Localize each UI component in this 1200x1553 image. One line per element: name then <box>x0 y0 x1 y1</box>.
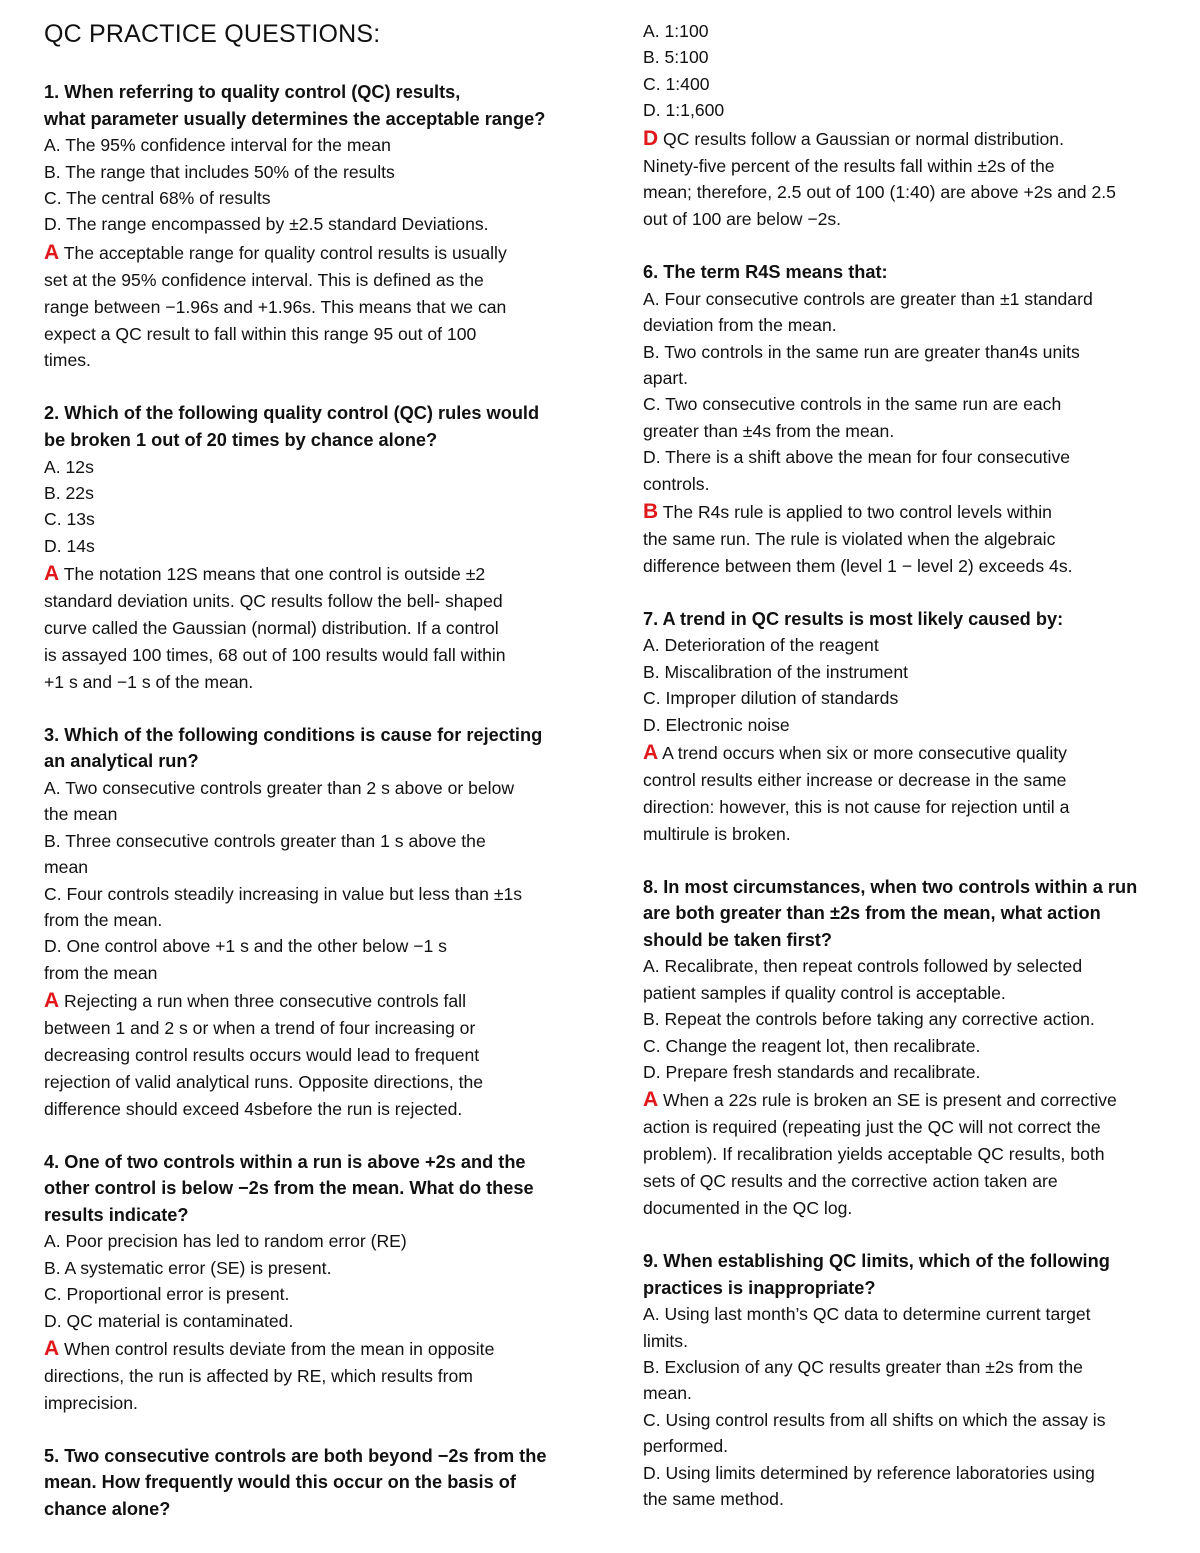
option-item: A. Using last month’s QC data to determine current target <box>643 1304 1091 1325</box>
question-text: be broken 1 out of 20 times by chance alone? <box>44 429 438 450</box>
question-block <box>44 400 584 695</box>
answer-explanation <box>643 1087 1183 1222</box>
question-block <box>643 606 1183 848</box>
answer-line <box>643 1168 1183 1195</box>
option-item: B. Repeat the controls before taking any corrective action. <box>643 1009 1095 1030</box>
option-item: C. Four controls steadily increasing in value but less than ±1s <box>44 883 523 904</box>
option-item: D. There is a shift above the mean for four consecutive <box>643 447 1071 468</box>
option-item: D. The range encompassed by ±2.5 standard Deviations. <box>44 214 489 235</box>
answer-line <box>44 294 584 321</box>
answer-text: difference should exceed 4sbefore the run is rejected. <box>44 1098 463 1119</box>
answer-line <box>643 153 1183 180</box>
option-item: A. The 95% confidence interval for the mean <box>44 135 391 156</box>
answer-line <box>643 1141 1183 1168</box>
question-block <box>643 259 1183 580</box>
answer-text: expect a QC result to fall within this range 95 out of 100 <box>44 323 477 344</box>
answer-text: The acceptable range for quality control results is usually <box>59 242 507 263</box>
answer-text: range between −1.96s and +1.96s. This means that we can <box>44 296 507 317</box>
answer-letter: A <box>44 989 60 1013</box>
answer-explanation <box>643 126 1183 234</box>
answer-line <box>44 347 584 374</box>
option-item: C. 1:400 <box>643 73 710 94</box>
option-item: D. Using limits determined by reference laboratories using <box>643 1462 1095 1483</box>
option-item: A. Recalibrate, then repeat controls followed by selected <box>643 956 1083 977</box>
answer-line <box>44 1042 584 1069</box>
answer-line <box>44 1390 584 1417</box>
option-item: C. 13s <box>44 509 95 530</box>
option-item: D. One control above +1 s and the other below −1 s <box>44 936 447 957</box>
option-item: D. 1:1,600 <box>643 100 725 121</box>
answer-text: problem). If recalibration yields acceptable QC results, both <box>643 1144 1105 1165</box>
answer-line <box>643 206 1183 233</box>
option-item: B. 5:100 <box>643 47 709 68</box>
option-item: the same method. <box>643 1489 784 1510</box>
answer-text: rejection of valid analytical runs. Opposite directions, the <box>44 1071 484 1092</box>
answer-text: set at the 95% confidence interval. This is defined as the <box>44 269 484 290</box>
answer-text: between 1 and 2 s or when a trend of four increasing or <box>44 1018 476 1039</box>
answer-text: mean; therefore, 2.5 out of 100 (1:40) are above +2s and 2.5 <box>643 182 1116 203</box>
answer-line <box>643 821 1183 848</box>
answer-text: Ninety-five percent of the results fall within ±2s of the <box>643 155 1055 176</box>
answer-text: A trend occurs when six or more consecutive quality <box>658 743 1067 764</box>
option-item: D. Electronic noise <box>643 714 790 735</box>
option-item: C. Two consecutive controls in the same run are each <box>643 394 1062 415</box>
question-block <box>643 874 1183 1222</box>
question-text: practices is inappropriate? <box>643 1277 876 1298</box>
question-text: 6. The term R4S means that: <box>643 262 888 283</box>
question-text: 1. When referring to quality control (QC) results, <box>44 82 461 102</box>
question-text: other control is below −2s from the mean. What do these <box>44 1178 534 1199</box>
right-column <box>643 0 1183 1538</box>
question-block <box>643 18 1183 233</box>
answer-line <box>44 988 584 1015</box>
answer-text: control results either increase or decrease in the same <box>643 769 1067 790</box>
question-block <box>44 722 584 1123</box>
answer-text: When a 22s rule is broken an SE is present and corrective <box>658 1090 1117 1111</box>
answer-explanation <box>643 740 1183 848</box>
question-text: results indicate? <box>44 1204 189 1225</box>
option-item: B. Three consecutive controls greater than 1 s above the <box>44 830 486 851</box>
answer-explanation <box>44 1336 584 1417</box>
answer-line <box>643 179 1183 206</box>
answer-text: out of 100 are below −2s. <box>643 209 842 230</box>
answer-explanation <box>643 499 1183 580</box>
answer-line <box>643 794 1183 821</box>
option-item: D. 14s <box>44 535 95 556</box>
option-item: deviation from the mean. <box>643 315 837 336</box>
answer-text: difference between them (level 1 − level 2) exceeds 4s. <box>643 555 1073 576</box>
question-text: 7. A trend in QC results is most likely caused by: <box>643 608 1064 629</box>
option-item: A. Four consecutive controls are greater than ±1 standard <box>643 288 1093 309</box>
answer-text: times. <box>44 350 91 371</box>
option-item: C. Proportional error is present. <box>44 1284 290 1305</box>
answer-line <box>643 1195 1183 1222</box>
answer-line <box>643 1114 1183 1141</box>
answer-explanation <box>44 988 584 1123</box>
option-item: the mean <box>44 804 118 825</box>
question-text: what parameter usually determines the acceptable range? <box>44 108 546 129</box>
option-item: C. The central 68% of results <box>44 188 271 208</box>
answer-line <box>44 1015 584 1042</box>
answer-line <box>643 767 1183 794</box>
answer-text: +1 s and −1 s of the mean. <box>44 671 254 692</box>
question-block <box>44 1149 584 1417</box>
option-item: A. Two consecutive controls greater than 2 s above or below <box>44 777 515 798</box>
question-text: 5. Two consecutive controls are both beyond −2s from the <box>44 1445 547 1466</box>
answer-text: Rejecting a run when three consecutive controls fall <box>59 991 467 1012</box>
answer-text: directions, the run is affected by RE, which results from <box>44 1365 473 1386</box>
answer-letter: B <box>643 500 659 524</box>
option-item: B. The range that includes 50% of the results <box>44 161 395 182</box>
question-block <box>44 79 584 374</box>
answer-line <box>44 1069 584 1096</box>
answer-line <box>643 553 1183 580</box>
option-item: controls. <box>643 473 710 494</box>
left-column <box>44 0 584 1523</box>
answer-line <box>44 267 584 294</box>
answer-line <box>643 526 1183 553</box>
question-block <box>44 1443 584 1523</box>
answer-line <box>643 126 1183 153</box>
question-text: chance alone? <box>44 1498 171 1519</box>
question-text: mean. How frequently would this occur on the basis of <box>44 1472 516 1493</box>
question-block <box>643 1248 1183 1512</box>
answer-text: standard deviation units. QC results follow the bell- shaped <box>44 591 503 612</box>
option-item: mean <box>44 857 89 878</box>
option-item: B. Two controls in the same run are greater than4s units <box>643 341 1080 362</box>
question-text: 4. One of two controls within a run is above +2s and the <box>44 1151 526 1172</box>
answer-line <box>44 1336 584 1363</box>
answer-text: curve called the Gaussian (normal) distribution. If a control <box>44 617 499 638</box>
answer-letter: A <box>44 1337 60 1361</box>
option-item: greater than ±4s from the mean. <box>643 420 895 441</box>
answer-text: decreasing control results occurs would lead to frequent <box>44 1044 480 1065</box>
answer-line <box>44 561 584 588</box>
answer-line <box>643 740 1183 767</box>
option-item: A. 12s <box>44 456 94 477</box>
question-text: an analytical run? <box>44 751 199 772</box>
option-item: B. 22s <box>44 482 94 503</box>
answer-line <box>44 321 584 348</box>
answer-explanation <box>44 240 584 375</box>
answer-line <box>44 615 584 642</box>
question-text: should be taken first? <box>643 929 832 950</box>
answer-letter: D <box>643 126 659 150</box>
answer-text: is assayed 100 times, 68 out of 100 results would fall within <box>44 644 506 665</box>
answer-line <box>44 588 584 615</box>
answer-line <box>44 1363 584 1390</box>
option-item: B. Miscalibration of the instrument <box>643 661 908 682</box>
option-item: mean. <box>643 1383 692 1404</box>
answer-text: sets of QC results and the corrective action taken are <box>643 1171 1058 1192</box>
option-item: D. Prepare fresh standards and recalibrate. <box>643 1062 981 1083</box>
answer-line <box>643 499 1183 526</box>
question-text: 8. In most circumstances, when two controls within a run <box>643 876 1138 897</box>
answer-text: imprecision. <box>44 1392 138 1413</box>
answer-letter: A <box>643 741 659 765</box>
answer-text: the same run. The rule is violated when the algebraic <box>643 529 1056 549</box>
question-text: 3. Which of the following conditions is cause for rejecting <box>44 724 543 745</box>
option-item: A. Poor precision has led to random error (RE) <box>44 1231 407 1252</box>
answer-line <box>44 669 584 696</box>
answer-text: When control results deviate from the mean in opposite <box>59 1339 495 1360</box>
answer-text: multirule is broken. <box>643 823 791 844</box>
answer-letter: A <box>44 562 60 586</box>
option-item: A. Deterioration of the reagent <box>643 635 879 656</box>
option-item: B. Exclusion of any QC results greater than ±2s from the <box>643 1357 1083 1377</box>
option-item: C. Improper dilution of standards <box>643 688 899 709</box>
option-item: performed. <box>643 1436 729 1457</box>
answer-line <box>643 1087 1183 1114</box>
page-title: QC PRACTICE QUESTIONS: <box>44 20 381 48</box>
answer-text: QC results follow a Gaussian or normal distribution. <box>658 128 1064 149</box>
answer-text: The notation 12S means that one control is outside ±2 <box>59 564 486 585</box>
answer-letter: A <box>44 240 60 264</box>
question-text: 2. Which of the following quality control (QC) rules would <box>44 403 540 424</box>
option-item: C. Using control results from all shifts on which the assay is <box>643 1409 1106 1430</box>
answer-line <box>44 642 584 669</box>
question-text: 9. When establishing QC limits, which of the following <box>643 1251 1110 1271</box>
answer-line <box>44 240 584 267</box>
answer-line <box>44 1096 584 1123</box>
option-item: A. 1:100 <box>643 21 709 41</box>
answer-text: action is required (repeating just the QC will not correct the <box>643 1117 1101 1138</box>
answer-letter: A <box>643 1088 659 1112</box>
option-item: C. Change the reagent lot, then recalibrate. <box>643 1035 981 1056</box>
option-item: from the mean <box>44 962 158 983</box>
answer-explanation <box>44 561 584 696</box>
option-item: apart. <box>643 368 688 389</box>
question-text: are both greater than ±2s from the mean, what action <box>643 903 1101 924</box>
answer-text: documented in the QC log. <box>643 1198 853 1219</box>
option-item: limits. <box>643 1330 688 1351</box>
option-item: from the mean. <box>44 909 163 930</box>
option-item: B. A systematic error (SE) is present. <box>44 1257 332 1278</box>
answer-text: direction: however, this is not cause for rejection until a <box>643 796 1070 817</box>
answer-text: The R4s rule is applied to two control levels within <box>658 502 1052 523</box>
option-item: D. QC material is contaminated. <box>44 1310 294 1331</box>
option-item: patient samples if quality control is acceptable. <box>643 982 1006 1003</box>
